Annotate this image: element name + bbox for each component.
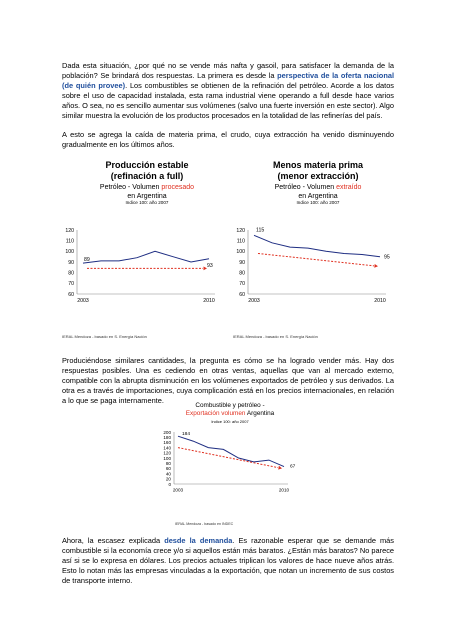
y-tick-label: 120 xyxy=(65,227,74,234)
highlight-oferta: perspectiva de la oferta nacional (de quién provee) xyxy=(62,71,395,90)
chart1-svg xyxy=(55,226,225,346)
chart1-index-note: Indice 100: año 2007 xyxy=(125,200,169,205)
highlight-demanda: desde la demanda xyxy=(164,536,233,545)
x-tick-label: 2010 xyxy=(278,487,290,493)
trend-arrow-head xyxy=(374,264,378,268)
chart2-series-highlight: extraído xyxy=(336,184,362,191)
chart2-title-block xyxy=(233,160,403,182)
chart3-index-note: Indice 100: año 2007 xyxy=(211,419,249,424)
paragraph-crudo: A esto se agrega la caída de materia prima, el crudo, cuya extracción ha venido disminuyendo gradualmente en los últimos años. xyxy=(62,130,394,149)
x-tick-label: 2010 xyxy=(203,298,215,305)
paragraph-text: . Es razonable esperar que se demande más combustible si la economía crece y/o si aquellos están más baratos. ¿Están más baratos? No parece así si se lo expresa en dólares. Los precios actuales triplican los valores de hace nueve años atrás. Esto lo notan más las empresas vinculadas a la exportación, que notan un incremento de sus costos de transporte interno. xyxy=(62,536,394,585)
data-label-first: 89 xyxy=(84,257,90,264)
y-tick-label: 80 xyxy=(165,461,171,466)
chart1-source: IERAL Mendoza - basado en S. Energía Nación xyxy=(62,334,147,339)
data-label-first: 115 xyxy=(256,227,265,234)
y-tick-label: 160 xyxy=(163,440,171,446)
paragraph-text: . Los combustibles se obtienen de la refinación del petróleo. Acorde a los datos sobre el uso de capacidad instalada, esta rama industrial viene operando a full desde hace varios años. O sea, no es sencillo aumentar sus volúmenes (salvo una fuerte inversión en este sector). Algo similar muestra la evolución de los productos procesados en la totalidad de las refinerías del país. xyxy=(62,81,394,120)
trend-arrow-line xyxy=(178,448,278,468)
y-tick-label: 60 xyxy=(68,291,74,298)
chart1-series-text-2: en Argentina xyxy=(127,193,167,200)
data-label-last: 95 xyxy=(384,254,390,261)
chart2-series-label xyxy=(233,183,403,201)
data-label-first: 184 xyxy=(182,432,191,438)
chart1-title-block xyxy=(62,160,232,182)
chart2-index-note: Indice 100: año 2007 xyxy=(296,200,340,205)
y-tick-label: 120 xyxy=(236,227,245,234)
trend-arrow-head xyxy=(278,466,282,470)
chart2-series-text: Petróleo - Volumen xyxy=(274,184,337,191)
chart1-series-text: Petróleo - Volumen xyxy=(99,184,162,191)
y-tick-label: 200 xyxy=(163,429,171,435)
y-tick-label: 90 xyxy=(239,259,245,266)
chart1-series-label xyxy=(62,183,232,201)
y-tick-label: 70 xyxy=(239,281,245,288)
y-tick-label: 110 xyxy=(236,238,245,245)
paragraph-text: Ahora, la escasez explicada xyxy=(62,536,165,545)
chart3-svg xyxy=(160,428,300,518)
y-tick-label: 90 xyxy=(68,259,74,266)
paragraph-ventas: Produciéndose similares cantidades, la pregunta es cómo se ha logrado vender más. Hay dos respuestas posibles. Una es cediendo en otras ventas, aquellas que van al mercado externo, compatible con la abrupta disminución en los volúmenes exportados de petróleo y sus derivados. La otra es a través de importaciones, cuya complicación está en los precios internacionales, en relación a lo que se paga internamente. xyxy=(62,356,394,405)
chart3-source: IERAL Mendoza - basado en INDEC xyxy=(175,522,234,526)
y-tick-label: 100 xyxy=(236,249,245,256)
y-tick-label: 100 xyxy=(163,455,171,461)
y-tick-label: 0 xyxy=(168,481,171,487)
paragraph-oferta xyxy=(62,61,394,121)
chart2-source: IERAL Mendoza - basado en S. Energía Nación xyxy=(233,334,318,339)
trend-arrow-line xyxy=(258,253,374,265)
x-tick-label: 2010 xyxy=(374,298,386,305)
y-tick-label: 140 xyxy=(163,445,171,451)
y-tick-label: 110 xyxy=(65,238,74,245)
y-tick-label: 120 xyxy=(163,450,171,456)
paragraph-demanda xyxy=(62,536,394,586)
chart2-title: Menos materia prima xyxy=(272,160,364,170)
y-tick-label: 80 xyxy=(68,270,74,277)
chart1-subtitle: (refinación a full) xyxy=(110,171,184,181)
chart1-title: Producción estable xyxy=(105,160,189,170)
chart1-series-highlight: procesado xyxy=(161,184,195,191)
paragraph-text: Dada esta situación, ¿por qué no se vende más nafta y gasoil, para satisfacer la demanda de la población? Se brindará dos respuestas. La primera es desde la xyxy=(62,61,394,80)
x-tick-label: 2003 xyxy=(172,487,184,493)
chart3-title: Combustible y petróleo - xyxy=(195,402,265,409)
chart2-series-text-2: en Argentina xyxy=(298,193,338,200)
y-tick-label: 60 xyxy=(165,466,171,472)
chart3-series-label xyxy=(160,410,300,418)
y-tick-label: 100 xyxy=(65,249,74,256)
y-tick-label: 20 xyxy=(165,476,171,482)
y-tick-label: 70 xyxy=(68,281,74,288)
chart2-subtitle: (menor extracción) xyxy=(277,171,359,181)
data-label-last: 67 xyxy=(290,464,296,470)
x-tick-label: 2003 xyxy=(248,298,260,305)
data-label-last: 93 xyxy=(207,262,213,269)
chart2-svg xyxy=(226,226,396,346)
y-tick-label: 60 xyxy=(239,291,245,298)
chart3-title-block xyxy=(160,402,300,418)
y-tick-label: 80 xyxy=(239,270,245,277)
chart3-series-text: Argentina xyxy=(245,410,275,417)
chart3-series-highlight: Exportación volumen xyxy=(185,410,246,417)
y-tick-label: 40 xyxy=(165,471,171,477)
series-line xyxy=(178,436,284,466)
x-tick-label: 2003 xyxy=(77,298,89,305)
series-line xyxy=(254,235,380,256)
y-tick-label: 180 xyxy=(163,435,171,440)
series-line xyxy=(83,251,209,263)
